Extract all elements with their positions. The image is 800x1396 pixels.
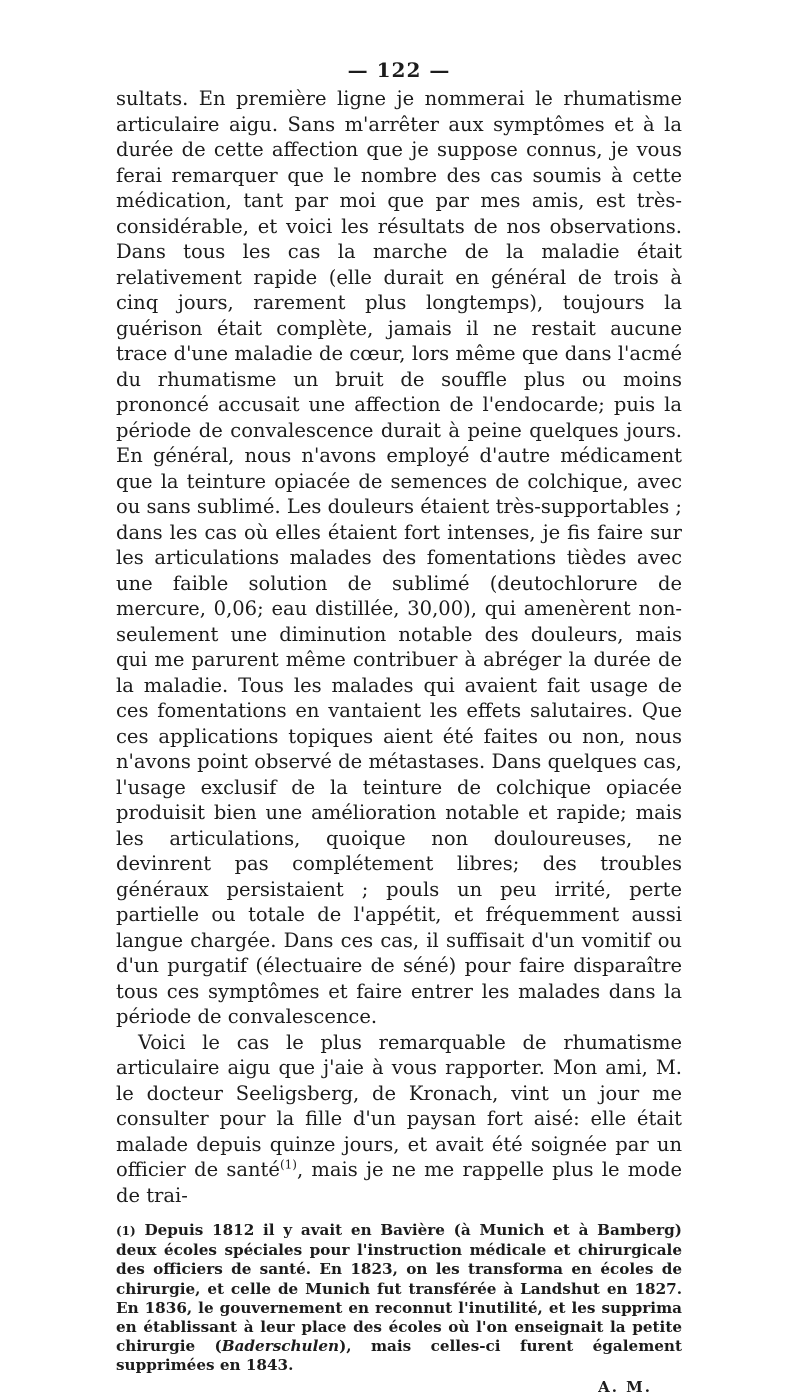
paragraph-2: [116, 1030, 682, 1209]
footnote-text-end: ), mais celles-ci furent également supprimées en 1843.: [116, 1337, 682, 1375]
paragraph-1: sultats. En première ligne je nommerai le rhumatisme articulaire aigu. Sans m'arrêter aux symptômes et à la durée de cette affection que je suppose connus, je vous ferai remarquer que le nombre des cas soumis à cette médication, tant par moi que par mes amis, est très-considérable, et voici les résultats de nos observations. Dans tous les cas la marche de la maladie était relativement rapide (elle durait en général de trois à cinq jours, rarement plus longtemps), toujours la guérison était complète, jamais il ne restait aucune trace d'une maladie de cœur, lors même que dans l'acmé du rhumatisme un bruit de souffle plus ou moins prononcé accusait une affection de l'endocarde; puis la période de convalescence durait à peine quelques jours. En général, nous n'avons employé d'autre médicament que la teinture opiacée de semences de colchique, avec ou sans sublimé. Les douleurs étaient très-supportables ; dans les cas où elles étaient fort intenses, je fis faire sur les articulations malades des fomentations tièdes avec une faible solution de sublimé (deutochlorure de mercure, 0,06; eau distillée, 30,00), qui amenèrent non-seulement une diminution notable des douleurs, mais qui me parurent même contribuer à abréger la durée de la maladie. Tous les malades qui avaient fait usage de ces fomentations en vantaient les effets salutaires. Que ces applications topiques aient été faites ou non, nous n'avons point observé de métastases. Dans quelques cas, l'usage exclusif de la teinture de colchique opiacée produisit bien une amélioration notable et rapide; mais les articulations, quoique non douloureuses, ne devinrent pas complétement libres; des troubles généraux persistaient ; pouls un peu irrité, perte partielle ou totale de l'appétit, et fréquemment aussi langue chargée. Dans ces cas, il suffisait d'un vomitif ou d'un purgatif (électuaire de séné) pour faire disparaître tous ces symptômes et faire entrer les malades dans la période de convalescence.: [116, 87, 682, 1028]
book-page: [116, 58, 682, 1396]
page-number: — 122 —: [347, 58, 451, 82]
main-text: [116, 86, 682, 1208]
paragraph-2-text-start: Voici le cas le plus remarquable de rhumatisme articulaire aigu que j'aie à vous rapporter. Mon ami, M. le docteur Seeligsberg, de Kronach, vint un jour me consulter pour la fille d'un paysan fort aisé: elle était malade depuis quinze jours, et avait été soignée par un officier de santé: [116, 1030, 682, 1181]
paragraph-2-text-end: , mais je ne me rappelle plus le mode de trai-: [116, 1158, 682, 1207]
footnote-text-start: Depuis 1812 il y avait en Bavière (à Munich et à Bamberg) deux écoles spéciales pour l'instruction médicale et chirurgicale des officiers de santé. En 1823, on les transforma en écoles de chirurgie, et celle de Munich fut transférée à Landshut en 1827. En 1836, le gouvernement en reconnut l'inutilité, et les supprima en établissant à leur place des écoles où l'on enseignait la petite chirurgie (: [116, 1221, 682, 1356]
footnote-reference: (1): [279, 1157, 297, 1172]
footnote-signature: A. M.: [598, 1377, 652, 1396]
footnote-mark: (1): [116, 1224, 136, 1238]
footnote: [116, 1221, 682, 1376]
footnote-italic-term: Baderschulen: [221, 1337, 340, 1356]
